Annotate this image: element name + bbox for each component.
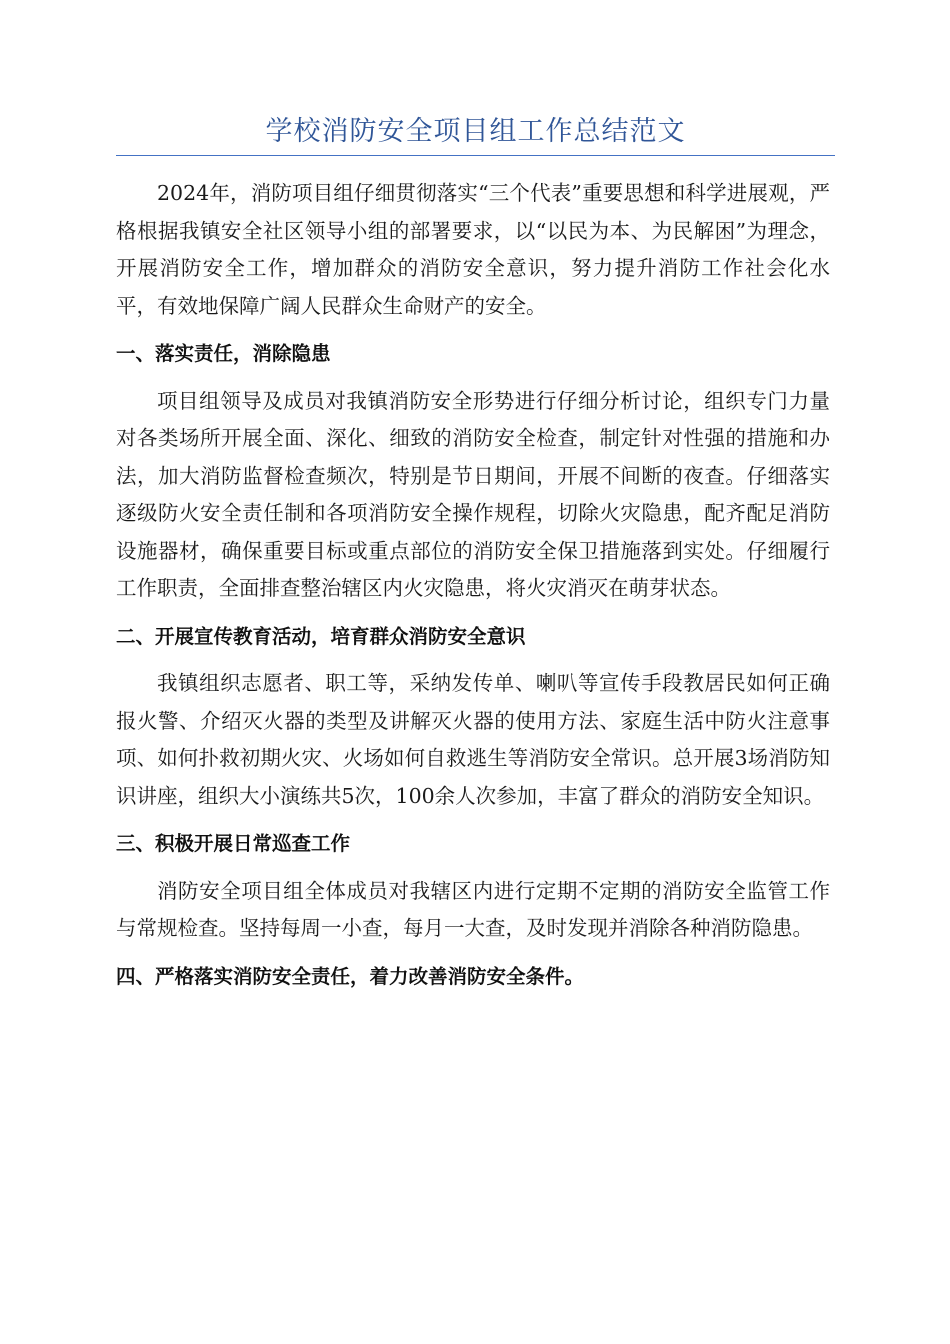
section-2-paragraph: 我镇组织志愿者、职工等，采纳发传单、喇叭等宣传手段教居民如何正确报火警、介绍灭火器的类型及讲解灭火器的使用方法、家庭生活中防火注意事项、如何扑救初期火灾、火场如何自救逃生等消防安全常识。总开展3场消防知识讲座，组织大小演练共5次，100余人次参加，丰富了群众的消防安全知识。 <box>116 671 830 808</box>
spacer <box>116 948 830 958</box>
spacer <box>116 655 830 665</box>
document-title: 学校消防安全项目组工作总结范文 <box>265 116 686 147</box>
section-3-paragraph: 消防安全项目组全体成员对我辖区内进行定期不定期的消防安全监管工作与常规检查。坚持每周一小查，每月一大查，及时发现并消除各种消防隐患。 <box>116 878 830 940</box>
spacer <box>116 863 830 873</box>
spacer <box>116 815 830 825</box>
title-underline <box>116 155 835 156</box>
intro-paragraph: 2024年，消防项目组仔细贯彻落实“三个代表”重要思想和科学进展观，严格根据我镇安全社区领导小组的部署要求，以“以民为本、为民解困”为理念，开展消防安全工作，增加群众的消防安全意识，努力提升消防工作社会化水平，有效地保障广阔人民群众生命财产的安全。 <box>116 181 830 318</box>
section-2-heading: 二、开展宣传教育活动，培育群众消防安全意识 <box>116 624 526 648</box>
document-body <box>116 175 830 995</box>
section-1-heading: 一、落实责任，消除隐患 <box>116 342 331 365</box>
spacer <box>116 373 830 383</box>
section-1-paragraph: 项目组领导及成员对我镇消防安全形势进行仔细分析讨论，组织专门力量对各类场所开展全面、深化、细致的消防安全检查，制定针对性强的措施和办法，加大消防监督检查频次，特别是节日期间，开展不间断的夜查。仔细落实逐级防火安全责任制和各项消防安全操作规程，切除火灾隐患，配齐配足消防设施器材，确保重要目标或重点部位的消防安全保卫措施落到实处。仔细履行工作职责，全面排查整治辖区内火灾隐患，将火灾消灭在萌芽状态。 <box>116 388 830 600</box>
spacer <box>116 608 830 618</box>
spacer <box>116 325 830 335</box>
section-3-heading: 三、积极开展日常巡查工作 <box>116 832 351 855</box>
section-4-heading: 四、严格落实消防安全责任，着力改善消防安全条件。 <box>116 964 585 988</box>
